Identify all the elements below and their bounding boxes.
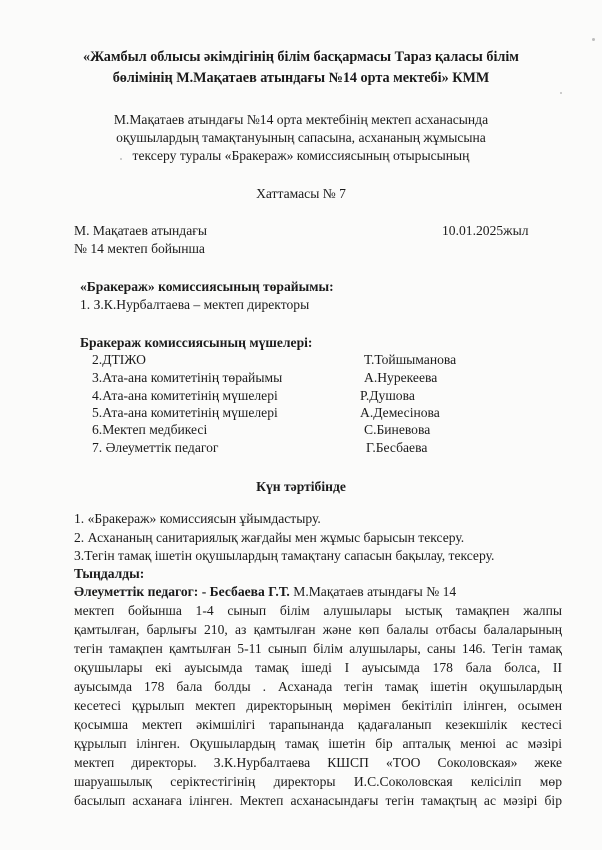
member-role: 6.Мектеп медбикесі <box>92 422 208 437</box>
subtitle-line-3: тексеру туралы «Бракераж» комиссиясының отырысының <box>132 148 470 163</box>
member-name: Т.Тойшыманова <box>364 352 457 367</box>
speaker-rest: М.Мақатаев атындағы № 14 <box>289 584 457 599</box>
listened-heading: Тыңдалды: <box>74 566 145 581</box>
member-role: 3.Ата-ана комитетінің төрайымы <box>92 370 283 385</box>
protocol-date: 10.01.2025жыл <box>442 223 529 238</box>
member-name: А.Нурекеева <box>364 370 438 385</box>
body-line: оқушылары екі ауысымда тамақ ішеді І ауысымда 178 бала болса, ІІ <box>74 660 562 675</box>
member-role: 5.Ата-ана комитетінің мүшелері <box>92 405 278 420</box>
header-line-1: «Жамбыл облысы әкімдігінің білім басқармасы Тараз қаласы білім <box>83 49 519 65</box>
body-line: шаруашылық серіктестігінің директоры И.С.Соколовская келісіліп мөр <box>74 774 562 789</box>
place-line-1: М. Мақатаев атындағы <box>74 223 207 238</box>
member-role: 2.ДТІЖО <box>92 352 146 367</box>
scan-speck <box>560 92 562 94</box>
body-line: басылып асханаға ілінген. Мектеп асханасындағы тегін тамақтың ас мәзірі бір <box>74 793 562 808</box>
body-line: қамтылған, барлығы 210, аз қамтылған және көп балалы отбасы балаларының <box>74 622 562 637</box>
body-line: ауысымда 178 бала болды . Асханада тегін тамақ ішетін оқушылардың <box>74 679 562 694</box>
place-line-2: № 14 мектеп бойынша <box>74 241 205 256</box>
body-line: тегін тамақпен қамтылған 5-11 сынып білім алушылары, саны 146. Тегін тамақ <box>74 641 562 656</box>
members-heading: Бракераж комиссиясының мүшелері: <box>80 335 313 350</box>
body-line: құрылып ілінген. Оқушылардың тамақ ішетін бір апталық менюі ас мәзірі <box>74 736 562 751</box>
member-name: Р.Душова <box>360 388 415 403</box>
agenda-heading: Күн тәртібінде <box>256 479 346 494</box>
scan-speck <box>592 38 595 41</box>
speaker-name: Әлеуметтік педагог: - Бесбаева Г.Т. <box>74 584 290 599</box>
body-line: қосымша мектеп әкімшілігі тарапынанда қадағаланып кезекшілік кестесі <box>74 717 562 732</box>
body-line: мектеп бойынша 1-4 сынып білім алушылары ыстық тамақпен жалпы <box>74 603 562 618</box>
protocol-title: Хаттамасы № 7 <box>256 186 346 201</box>
body-line: мектеп директоры. З.К.Нурбалтаева КШСП «ТОО Соколовская» жеке <box>74 755 562 770</box>
speaker-line <box>74 584 456 600</box>
header-line-2: бөлімінің М.Мақатаев атындағы №14 орта мектебі» КММ <box>112 70 490 86</box>
member-name: С.Биневова <box>364 422 431 437</box>
member-name: Г.Бесбаева <box>366 440 428 455</box>
agenda-item: 3.Тегін тамақ ішетін оқушылардың тамақтану сапасын бақылау, тексеру. <box>74 548 495 563</box>
member-role: 7. Әлеуметтік педагог <box>92 440 219 455</box>
body-line: кесетесі құрылып мектеп директорының мөрімен бекітіліп ілінген, осымен <box>74 698 562 713</box>
subtitle-line-1: М.Мақатаев атындағы №14 орта мектебінің мектеп асханасында <box>113 112 489 127</box>
chair-item: 1. З.К.Нурбалтаева – мектеп директоры <box>80 297 310 312</box>
agenda-item: 1. «Бракераж» комиссиясын ұйымдастыру. <box>74 511 321 526</box>
subtitle-line-2: оқушылардың тамақтануының сапасына, асхананың жұмысына <box>116 130 486 145</box>
member-role: 4.Ата-ана комитетінің мүшелері <box>92 388 278 403</box>
chair-heading: «Бракераж» комиссиясының төрайымы: <box>80 279 334 294</box>
member-name: А.Демесінова <box>360 405 440 420</box>
agenda-item: 2. Асхананың санитариялық жағдайы мен жұмыс барысын тексеру. <box>74 530 465 545</box>
